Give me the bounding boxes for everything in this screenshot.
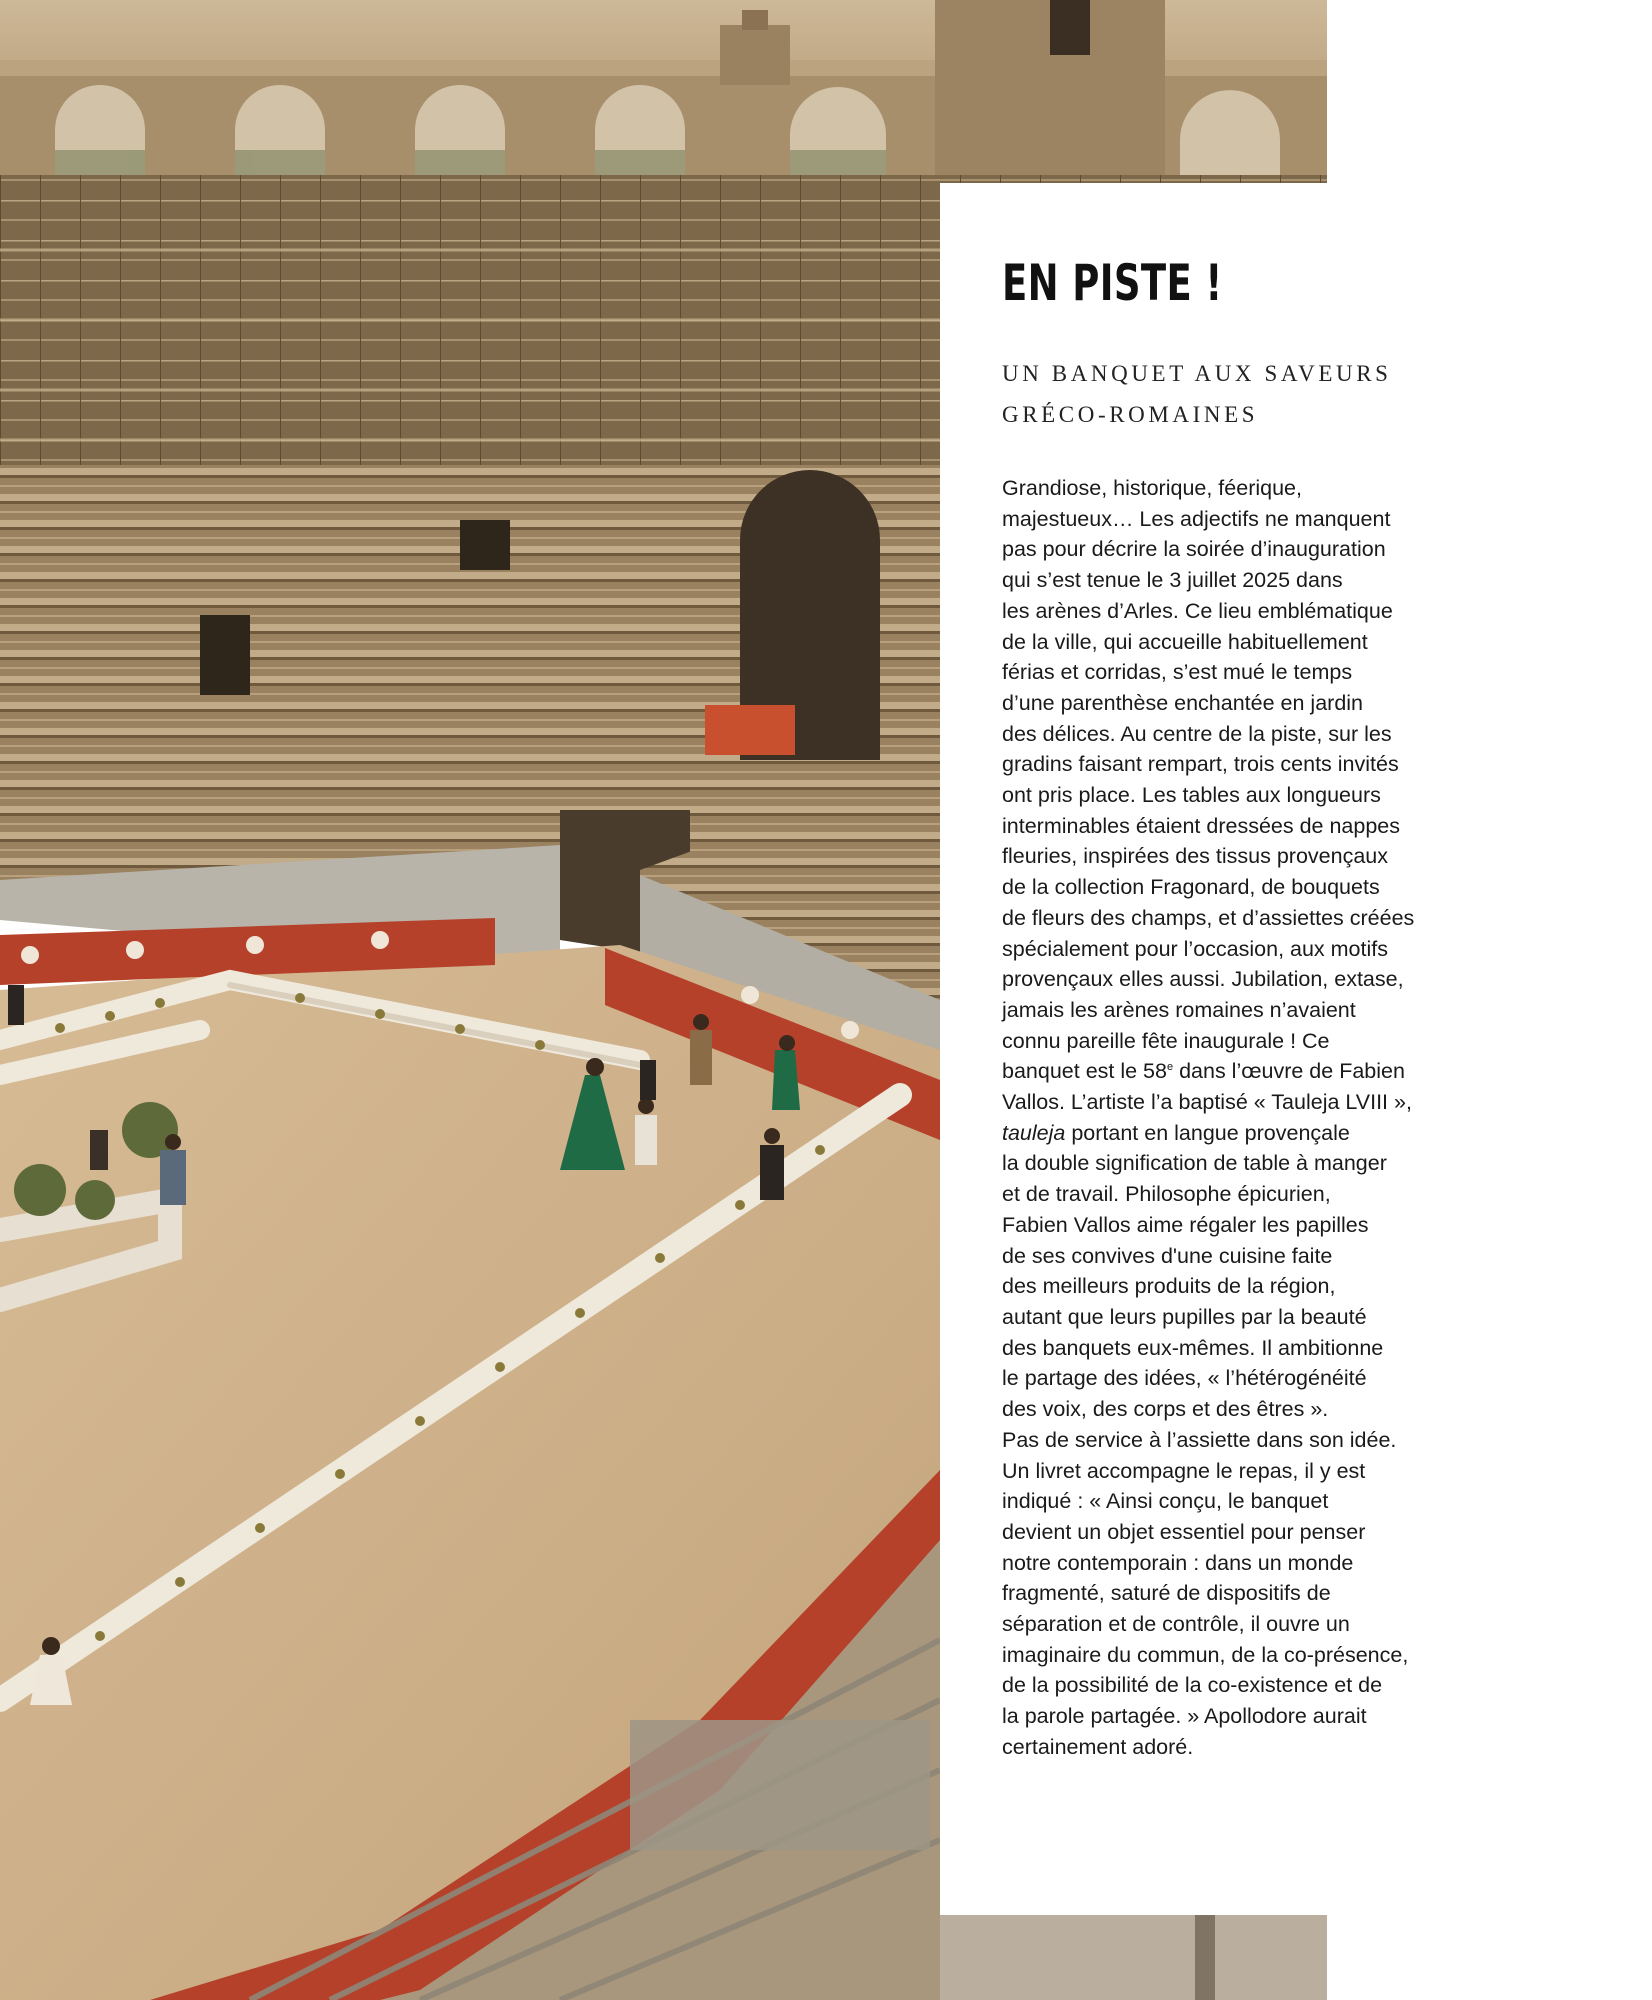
body-line: certainement adoré. <box>1002 1734 1194 1759</box>
body-line <box>1002 1118 1472 1149</box>
body-line: de la ville, qui accueille habituellement <box>1002 629 1368 654</box>
body-line: de la possibilité de la co-existence et de <box>1002 1673 1383 1698</box>
body-line: qui s’est tenue le 3 juillet 2025 dans <box>1002 568 1343 593</box>
article-body <box>1002 473 1472 1763</box>
body-line: majestueux… Les adjectifs ne manquent <box>1002 506 1391 531</box>
body-line: autant que leurs pupilles par la beauté <box>1002 1304 1367 1329</box>
body-line: de la collection Fragonard, de bouquets <box>1002 875 1380 900</box>
body-line: d’une parenthèse enchantée en jardin <box>1002 690 1364 715</box>
ordinal-superscript: e <box>1166 1061 1174 1074</box>
article-headline: EN PISTE ! <box>1002 254 1223 312</box>
body-line: spécialement pour l’occasion, aux motifs <box>1002 936 1388 961</box>
article-text-panel <box>940 183 1415 1915</box>
body-line: ont pris place. Les tables aux longueurs <box>1002 783 1381 808</box>
article-subtitle <box>1002 353 1442 435</box>
body-line: de fleurs des champs, et d’assiettes créées <box>1002 905 1415 930</box>
body-line: fleuries, inspirées des tissus provençaux <box>1002 844 1388 869</box>
body-text-run: dans l’œuvre de Fabien <box>1173 1059 1405 1084</box>
body-line: et de travail. Philosophe épicurien, <box>1002 1182 1331 1207</box>
body-line: fragmenté, saturé de dispositifs de <box>1002 1581 1331 1606</box>
body-line: connu pareille fête inaugurale ! Ce <box>1002 1028 1330 1053</box>
body-line: interminables étaient dressées de nappes <box>1002 813 1401 838</box>
body-line: la parole partagée. » Apollodore aurait <box>1002 1704 1367 1729</box>
italic-term: tauleja <box>1002 1120 1066 1145</box>
body-line: des voix, des corps et des êtres ». <box>1002 1397 1329 1422</box>
body-line: de ses convives d'une cuisine faite <box>1002 1243 1333 1268</box>
body-line: Vallos. L’artiste l’a baptisé « Tauleja LVIII », <box>1002 1090 1412 1115</box>
body-line: les arènes d’Arles. Ce lieu emblématique <box>1002 598 1393 623</box>
body-text-run: banquet est le 58 <box>1002 1059 1167 1084</box>
body-text-run: portant en langue provençale <box>1065 1120 1350 1145</box>
body-line: notre contemporain : dans un monde <box>1002 1550 1354 1575</box>
body-line: pas pour décrire la soirée d’inauguration <box>1002 537 1386 562</box>
body-line: provençaux elles aussi. Jubilation, extase, <box>1002 967 1404 992</box>
body-line: indiqué : « Ainsi conçu, le banquet <box>1002 1489 1329 1514</box>
body-line: devient un objet essentiel pour penser <box>1002 1519 1366 1544</box>
body-line: des délices. Au centre de la piste, sur les <box>1002 721 1392 746</box>
subtitle-line: UN BANQUET AUX SAVEURS <box>1002 361 1392 386</box>
body-line: Fabien Vallos aime régaler les papilles <box>1002 1212 1369 1237</box>
body-line: férias et corridas, s’est mué le temps <box>1002 660 1353 685</box>
body-line: des meilleurs produits de la région, <box>1002 1274 1336 1299</box>
body-line: gradins faisant rempart, trois cents invités <box>1002 752 1399 777</box>
body-line: le partage des idées, « l’hétérogénéité <box>1002 1366 1367 1391</box>
body-line: Grandiose, historique, féerique, <box>1002 476 1302 500</box>
subtitle-line: GRÉCO-ROMAINES <box>1002 402 1259 427</box>
body-line: des banquets eux-mêmes. Il ambitionne <box>1002 1335 1384 1360</box>
body-line: séparation et de contrôle, il ouvre un <box>1002 1612 1350 1637</box>
body-line: la double signification de table à manger <box>1002 1151 1387 1176</box>
body-line: jamais les arènes romaines n’avaient <box>1002 997 1356 1022</box>
body-line: Pas de service à l’assiette dans son idée. <box>1002 1427 1397 1452</box>
body-line: Un livret accompagne le repas, il y est <box>1002 1458 1366 1483</box>
body-line: imaginaire du commun, de la co-présence, <box>1002 1642 1409 1667</box>
body-line <box>1002 1056 1472 1087</box>
